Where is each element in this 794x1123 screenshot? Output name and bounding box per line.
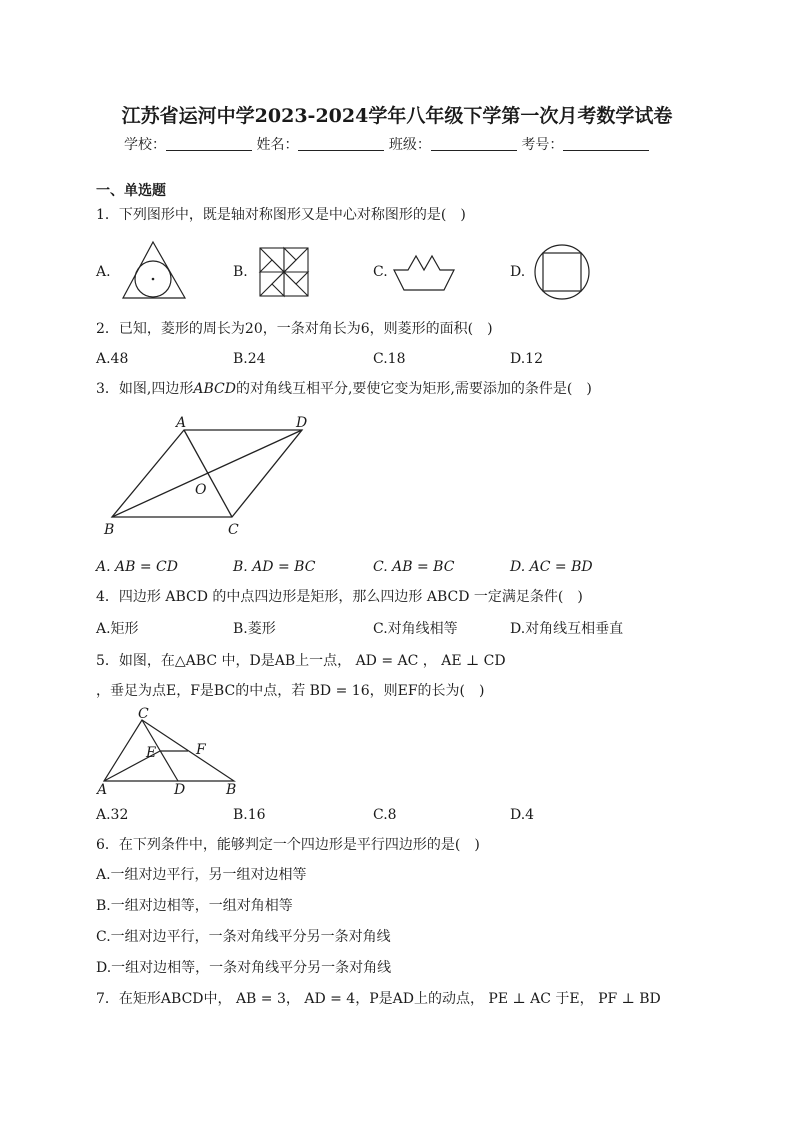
question-5-line-1: 5．如图，在△ABC 中，D是AB上一点， AD = AC ， AE ⊥ CD (96, 653, 506, 669)
q6-option-c[interactable]: C.一组对边平行，一条对角线平分另一条对角线 (96, 929, 391, 945)
q6-option-a[interactable]: A.一组对边平行，另一组对边相等 (96, 867, 307, 883)
q5-option-d[interactable]: D.4 (510, 807, 535, 823)
label-B: B (226, 782, 237, 798)
q3-stem-pre: 3．如图,四边形 (96, 381, 194, 397)
label-D: D (296, 415, 308, 431)
label-A: A (176, 415, 187, 431)
q1-option-c-label[interactable]: C. (373, 264, 388, 280)
name-label: 姓名： (256, 137, 299, 153)
label-C: C (228, 522, 239, 538)
q4-option-a[interactable]: A.矩形 (96, 621, 139, 637)
q2-option-b[interactable]: B.24 (233, 351, 266, 367)
q3-option-c[interactable]: C. AB = BC (373, 559, 455, 575)
question-7-stem: 7．在矩形ABCD中， AB = 3， AD = 4，P是AD上的动点， PE ⊥ AC 于E， PF ⊥ BD (96, 991, 661, 1007)
boat-figure (392, 252, 456, 292)
label-D: D (174, 782, 186, 798)
label-E: E (146, 745, 157, 761)
q2-option-a[interactable]: A.48 (96, 351, 129, 367)
section-heading: 一、单选题 (96, 183, 166, 199)
q6-option-d[interactable]: D.一组对边相等，一条对角线平分另一条对角线 (96, 960, 392, 976)
q4-option-b[interactable]: B.菱形 (233, 621, 276, 637)
label-B: B (104, 522, 115, 538)
question-4-stem: 4．四边形 ABCD 的中点四边形是矩形，那么四边形 ABCD 一定满足条件( ) (96, 589, 583, 605)
name-blank[interactable] (298, 136, 384, 151)
class-label: 班级： (388, 137, 431, 153)
q5-option-c[interactable]: C.8 (373, 807, 397, 823)
label-F: F (196, 742, 206, 758)
pinwheel-figure (259, 247, 311, 297)
q5-option-b[interactable]: B.16 (233, 807, 266, 823)
q3-option-a[interactable]: A. AB = CD (96, 559, 178, 575)
q1-option-b-label[interactable]: B. (233, 264, 248, 280)
q2-option-c[interactable]: C.18 (373, 351, 406, 367)
q3-option-d[interactable]: D. AC = BD (510, 559, 593, 575)
q1-option-d-label[interactable]: D. (510, 264, 526, 280)
question-5-line-2: ，垂足为点E，F是BC的中点，若 BD = 16，则EF的长为( ) (96, 683, 485, 699)
q4-option-d[interactable]: D.对角线互相垂直 (510, 621, 624, 637)
q1-option-a-label[interactable]: A. (96, 264, 111, 280)
number-label: 考号： (521, 137, 564, 153)
q3-stem-post: 的对角线互相平分,要使它变为矩形,需要添加的条件是( ) (235, 381, 592, 397)
question-1-stem: 1．下列图形中，既是轴对称图形又是中心对称图形的是( ) (96, 207, 466, 223)
q5-option-a[interactable]: A.32 (96, 807, 129, 823)
number-blank[interactable] (563, 136, 649, 151)
exam-title: 江苏省运河中学2023-2024学年八年级下学第一次月考数学试卷 (121, 105, 673, 127)
student-info-row (124, 136, 649, 154)
circle-square-figure (532, 243, 592, 301)
school-label: 学校： (124, 137, 166, 153)
label-O: O (195, 482, 207, 498)
question-3-stem (96, 380, 592, 398)
q6-option-b[interactable]: B.一组对边相等，一组对角相等 (96, 898, 293, 914)
question-6-stem: 6．在下列条件中，能够判定一个四边形是平行四边形的是( ) (96, 837, 480, 853)
label-C: C (138, 706, 149, 722)
question-2-stem: 2．已知，菱形的周长为20，一条对角长为6，则菱形的面积( ) (96, 321, 493, 337)
q4-option-c[interactable]: C.对角线相等 (373, 621, 458, 637)
school-blank[interactable] (166, 136, 252, 151)
q3-stem-quadrilateral: ABCD (193, 381, 236, 397)
label-A: A (97, 782, 108, 798)
class-blank[interactable] (431, 136, 517, 151)
q3-option-b[interactable]: B. AD = BC (233, 559, 316, 575)
triangle-abc-figure (96, 706, 246, 798)
parallelogram-figure (100, 412, 320, 542)
q2-option-d[interactable]: D.12 (510, 351, 543, 367)
triangle-incircle-figure (120, 240, 188, 300)
